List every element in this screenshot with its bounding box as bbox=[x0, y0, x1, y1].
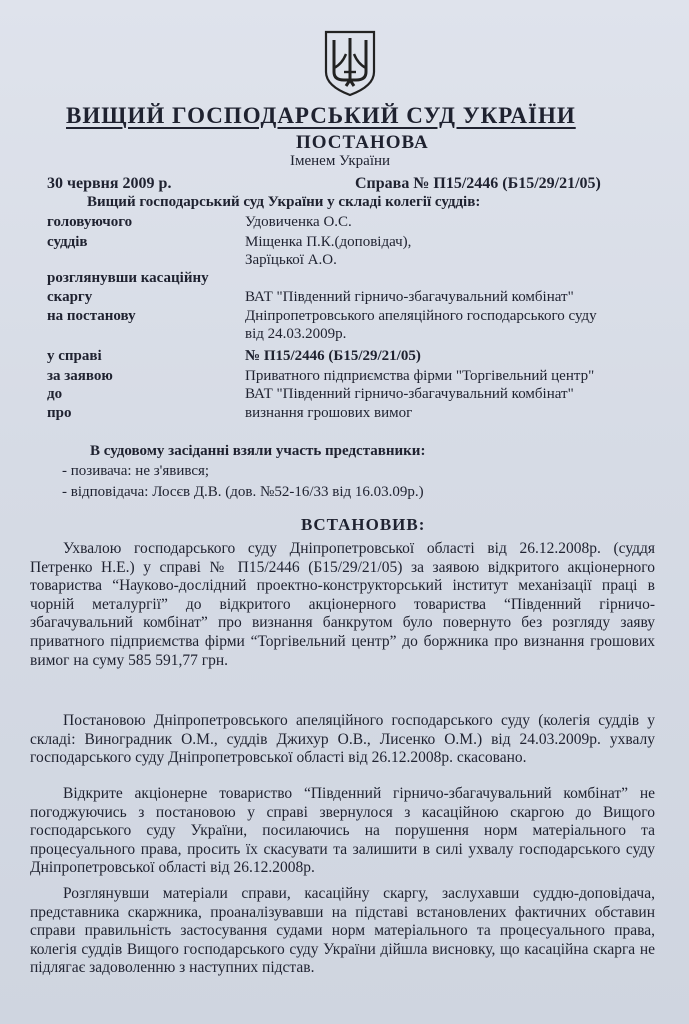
field-value-respondent: ВАТ "Південний гірничо-збагачувальний комбінат" bbox=[245, 386, 574, 402]
court-name: ВИЩИЙ ГОСПОДАРСЬКИЙ СУД УКРАЇНИ bbox=[66, 103, 576, 128]
field-label-cassation: розглянувши касаційну bbox=[47, 270, 209, 286]
field-label-case: у справі bbox=[47, 348, 102, 364]
field-label-subject: про bbox=[47, 405, 72, 421]
field-value-judge-2: Зарїцької А.О. bbox=[245, 252, 337, 268]
field-label-applicant: за заявою bbox=[47, 368, 113, 384]
field-value-case: № П15/2446 (Б15/29/21/05) bbox=[245, 348, 421, 364]
field-label-ruling: на постанову bbox=[47, 308, 136, 324]
body-paragraph-2: Постановою Дніпропетровського апеляційного господарського суду (колегія суддів у складі: Виноградник О.М., суддів Джихур О.В., Лисенко О.М.) від 24.03.2009р. ухвалу господарського суду Дніпропетровської області від 26.12.2008р. скасовано. bbox=[30, 712, 655, 767]
field-label-judges: суддів bbox=[47, 234, 88, 250]
court-composition: Вищий господарський суд України у складі колегії суддів: bbox=[87, 194, 481, 210]
trident-coat-of-arms-icon bbox=[320, 28, 380, 98]
field-label-presiding: головуючого bbox=[47, 214, 133, 230]
field-value-presiding: Удовиченка О.С. bbox=[245, 214, 352, 230]
field-value-ruling-date: від 24.03.2009р. bbox=[245, 326, 347, 342]
body-paragraph-3: Відкрите акціонерне товариство “Південний гірничо-збагачувальний комбінат” не погоджуючись з постановою у справі звернулося з касаційною скаргою до Вищого господарського суду України, посилаючись на порушення норм матеріального та процесуального права, просить їх скасувати та залишити в силі ухвалу господарського суду Дніпропетровської області від 26.12.2008р. bbox=[30, 785, 655, 877]
established-heading: ВСТАНОВИВ: bbox=[301, 515, 426, 534]
representatives-heading: В судовому засіданні взяли участь представники: bbox=[90, 443, 426, 459]
field-value-ruling: Дніпропетровського апеляційного господарського суду bbox=[245, 308, 597, 324]
body-paragraph-4: Розглянувши матеріали справи, касаційну скаргу, заслухавши суддю-доповідача, представника скаржника, проаналізувавши на підставі встановлених фактичних обставин справи правильність застосування судами норм матеріального та процесуального права, колегія суддів Вищого господарського суду України дійшла висновку, що касаційна скарга не підлягає задоволенню з наступних підстав. bbox=[30, 885, 655, 977]
document-subtitle: Іменем України bbox=[290, 153, 391, 169]
document-type: ПОСТАНОВА bbox=[296, 132, 429, 153]
field-value-subject: визнання грошових вимог bbox=[245, 405, 413, 421]
decision-date: 30 червня 2009 р. bbox=[47, 175, 172, 192]
field-value-complaint: ВАТ "Південний гірничо-збагачувальний комбінат" bbox=[245, 289, 574, 305]
body-paragraph-1: Ухвалою господарського суду Дніпропетровської області від 26.12.2008р. (суддя Петренко Н.Е.) у справі № П15/2446 (Б15/29/21/05) за заявою відкритого акціонерного товариства “Науково-дослідний проектно-конструкторський інститут механізації праці в чорній металургії” до відкритого акціонерного товариства “Південний гірничо-збагачувальний комбінат” про визнання банкрутом було повернуто без розгляду заяву приватного підприємства фірми “Торгівельний центр” до боржника про визнання грошових вимог на суму 585 591,77 грн. bbox=[30, 540, 655, 669]
field-label-complaint: скаргу bbox=[47, 289, 93, 305]
field-value-applicant: Приватного підприємства фірми "Торгівельний центр" bbox=[245, 368, 595, 384]
representative-plaintiff: - позивача: не з'явився; bbox=[62, 463, 210, 479]
field-label-respondent: до bbox=[47, 386, 63, 402]
field-value-judge-1: Міщенка П.К.(доповідач), bbox=[245, 234, 412, 250]
case-number: Справа № П15/2446 (Б15/29/21/05) bbox=[355, 175, 601, 192]
representative-defendant: - відповідача: Лосєв Д.В. (дов. №52-16/33 від 16.03.09р.) bbox=[62, 484, 424, 500]
